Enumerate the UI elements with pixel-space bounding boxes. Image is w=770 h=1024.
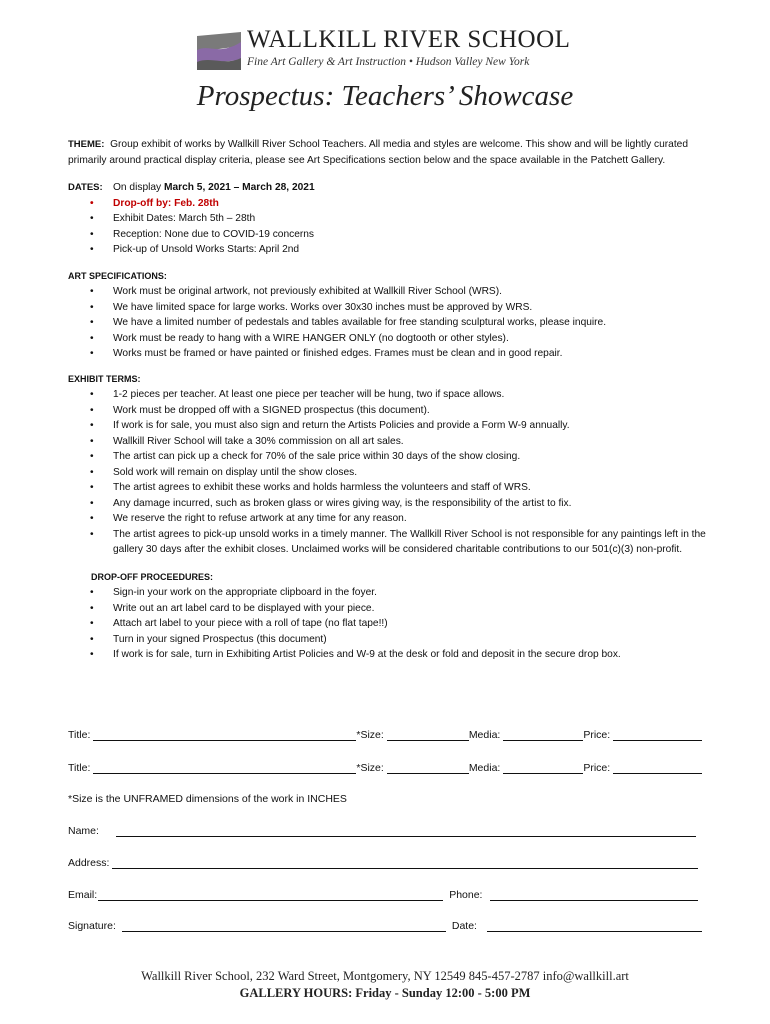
media-field-1[interactable] xyxy=(503,729,583,741)
address-field[interactable] xyxy=(112,857,698,869)
list-item: • Write out an art label card to be displayed with your piece. xyxy=(113,601,708,617)
price-field-1[interactable] xyxy=(613,729,702,741)
title-field-2[interactable] xyxy=(93,762,356,774)
media-field-2[interactable] xyxy=(503,762,583,774)
size-note xyxy=(68,790,702,805)
letterhead xyxy=(197,22,577,72)
footer xyxy=(0,968,770,1002)
name-row xyxy=(68,822,702,837)
theme-paragraph xyxy=(68,137,708,168)
list-item: • Pick-up of Unsold Works Starts: April 2nd xyxy=(113,242,708,258)
price-label: Price: xyxy=(583,762,611,774)
list-item: • The artist agrees to pick-up unsold works in a timely manner. The Wallkill River School is not responsible for any paintings left in the gallery 30 days after the exhibit closes. Unclaimed works will be considered charitable contributions to our 501(c)(3) non-profit. xyxy=(113,527,708,558)
dropoff-list xyxy=(68,585,708,663)
list-item: • Sold work will remain on display until the show closes. xyxy=(113,465,708,481)
size-label: *Size: xyxy=(356,762,384,774)
exhibit-terms-list xyxy=(68,387,708,558)
list-item: • Any damage incurred, such as broken glass or wires giving way, is the responsibility of the artist to fix. xyxy=(113,496,708,512)
dropoff-heading: DROP-OFF PROCEEDURES: xyxy=(91,571,214,582)
email-label: Email: xyxy=(68,889,98,901)
art-specs-heading: ART SPECIFICATIONS: xyxy=(68,270,167,281)
media-label: Media: xyxy=(468,729,501,741)
address-label: Address: xyxy=(68,857,110,869)
theme-label: THEME: xyxy=(68,139,105,150)
list-item: • Work must be original artwork, not previously exhibited at Wallkill River School (WRS). xyxy=(113,284,708,300)
artwork-row-1 xyxy=(68,726,702,741)
price-label: Price: xyxy=(583,729,611,741)
list-item: • Works must be framed or have painted or finished edges. Frames must be clean and in good repair. xyxy=(113,346,708,362)
artwork-row-2 xyxy=(68,759,702,774)
date-label: Date: xyxy=(451,920,477,932)
list-item: • Wallkill River School will take a 30% commission on all art sales. xyxy=(113,434,708,450)
signature-field[interactable] xyxy=(122,920,446,932)
size-label: *Size: xyxy=(356,729,384,741)
size-note-text: *Size is the UNFRAMED dimensions of the work in INCHES xyxy=(68,793,347,805)
list-item: • Reception: None due to COVID-19 concerns xyxy=(113,227,708,243)
size-field-1[interactable] xyxy=(387,729,469,741)
theme-text: Group exhibit of works by Wallkill River School Teachers. All media and styles are welcome. This show and will be lightly curated primarily around practical display criteria, please see Art Specifications section below and the space available in the Patchett Gallery. xyxy=(68,139,689,166)
phone-label: Phone: xyxy=(449,889,483,901)
list-item: • If work is for sale, you must also sign and return the Artists Policies and provide a Form W-9 annually. xyxy=(113,418,708,434)
dates-display xyxy=(113,180,315,196)
signature-label: Signature: xyxy=(68,920,116,932)
theme-section xyxy=(68,137,708,663)
list-item: • Sign-in your work on the appropriate clipboard in the foyer. xyxy=(113,585,708,601)
address-row xyxy=(68,854,702,869)
list-item: • Attach art label to your piece with a roll of tape (no flat tape!!) xyxy=(113,616,708,632)
list-item: • Exhibit Dates: March 5th – 28th xyxy=(113,211,708,227)
art-specs-list xyxy=(68,284,708,362)
list-item: • The artist agrees to exhibit these works and holds harmless the volunteers and staff of WRS. xyxy=(113,480,708,496)
footer-address: Wallkill River School, 232 Ward Street, Montgomery, NY 12549 845-457-2787 info@wallkill.art xyxy=(141,969,629,983)
document-title: Prospectus: Teachers’ Showcase xyxy=(196,80,574,112)
title-label: Title: xyxy=(68,729,91,741)
school-name: WALLKILL RIVER SCHOOL xyxy=(247,26,571,53)
contact-row xyxy=(68,886,702,901)
dates-label: DATES: xyxy=(68,182,103,193)
dates-range: March 5, 2021 – March 28, 2021 xyxy=(163,182,315,193)
dates-section xyxy=(68,180,708,196)
exhibit-terms-heading: EXHIBIT TERMS: xyxy=(68,373,141,384)
list-item: • Turn in your signed Prospectus (this document) xyxy=(113,632,708,648)
list-item: • Work must be dropped off with a SIGNED prospectus (this document). xyxy=(113,403,708,419)
phone-field[interactable] xyxy=(490,889,698,901)
title-field-1[interactable] xyxy=(93,729,356,741)
price-field-2[interactable] xyxy=(613,762,702,774)
title-label: Title: xyxy=(68,762,91,774)
dates-list xyxy=(68,196,708,258)
name-label: Name: xyxy=(68,825,99,837)
gallery-hours: GALLERY HOURS: Friday - Sunday 12:00 - 5:00 PM xyxy=(239,986,531,1000)
date-field[interactable] xyxy=(487,920,702,932)
email-field[interactable] xyxy=(98,889,443,901)
name-field[interactable] xyxy=(116,825,696,837)
list-item: • If work is for sale, turn in Exhibiting Artist Policies and W-9 at the desk or fold and deposit in the secure drop box. xyxy=(113,647,708,663)
list-item: • Drop-off by: Feb. 28th xyxy=(113,196,708,212)
list-item: • Work must be ready to hang with a WIRE HANGER ONLY (no dogtooth or other styles). xyxy=(113,331,708,347)
signature-row xyxy=(68,917,702,932)
list-item: • 1-2 pieces per teacher. At least one piece per teacher will be hung, two if space allows. xyxy=(113,387,708,403)
list-item: • We reserve the right to refuse artwork at any time for any reason. xyxy=(113,511,708,527)
list-item: • We have limited space for large works. Works over 30x30 inches must be approved by WRS. xyxy=(113,300,708,316)
school-subtitle: Fine Art Gallery & Art Instruction • Hudson Valley New York xyxy=(247,56,530,68)
media-label: Media: xyxy=(468,762,501,774)
list-item: • The artist can pick up a check for 70% of the sale price within 30 days of the show closing. xyxy=(113,449,708,465)
dates-prefix: On display xyxy=(113,182,164,193)
size-field-2[interactable] xyxy=(387,762,469,774)
list-item: • We have a limited number of pedestals and tables available for free standing sculptural works, please inquire. xyxy=(113,315,708,331)
school-logo xyxy=(197,26,241,70)
